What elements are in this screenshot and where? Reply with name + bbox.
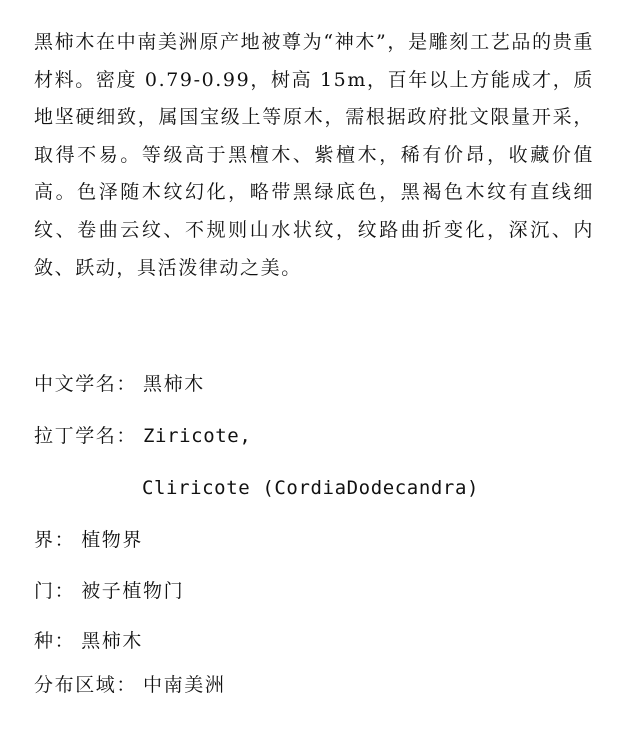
distribution-label: 分布区域：	[34, 674, 138, 696]
species-label: 种：	[34, 630, 76, 652]
kingdom-label: 界：	[34, 529, 76, 551]
distribution-value: 中南美洲	[143, 674, 226, 696]
distribution-row	[34, 671, 225, 699]
kingdom-row	[34, 526, 143, 554]
latin-name-label: 拉丁学名：	[34, 425, 138, 447]
species-row	[34, 627, 143, 655]
kingdom-value: 植物界	[81, 529, 144, 551]
chinese-name-value: 黑柿木	[143, 373, 205, 395]
species-value: 黑柿木	[81, 630, 144, 652]
latin-name-value: Ziricote,	[143, 425, 252, 447]
intro-paragraph: 黑柿木在中南美洲原产地被尊为“神木”，是雕刻工艺品的贵重材料。密度 0.79-0.99，树高 15m，百年以上方能成才，质地坚硬细致，属国宝级上等原木，需根据政府批文限量开采，取得不易。等级高于黑檀木、紫檀木，稀有价昂，收藏价值高。色泽随木纹幻化，略带黑绿底色，黑褐色木纹有直线细纹、卷曲云纹、不规则山水状纹，纹路曲折变化，深沉、内敛、跃动，具活泼律动之美。	[34, 31, 594, 279]
chinese-name-label: 中文学名：	[34, 373, 138, 395]
latin-name-continuation: Cliricote (CordiaDodecandra)	[141, 477, 480, 499]
phylum-value: 被子植物门	[81, 580, 185, 602]
phylum-label: 门：	[34, 580, 76, 602]
chinese-name-row	[34, 370, 205, 398]
phylum-row	[34, 577, 184, 605]
latin-name-row	[34, 422, 251, 450]
